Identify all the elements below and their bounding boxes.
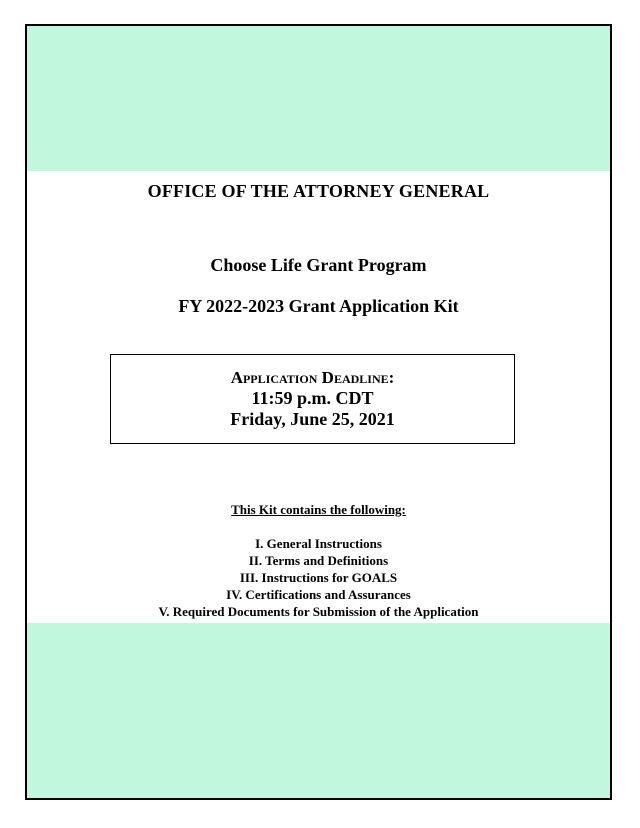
- deadline-date: Friday, June 25, 2021: [230, 409, 395, 429]
- deadline-time: 11:59 p.m. CDT: [251, 388, 374, 408]
- contents-heading: This Kit contains the following:: [231, 502, 406, 517]
- top-color-band: [27, 26, 610, 171]
- contents-item-required-documents: V. Required Documents for Submission of the Application: [158, 604, 479, 619]
- deadline-box: [110, 354, 515, 444]
- contents-item-terms-definitions: II. Terms and Definitions: [248, 553, 389, 568]
- office-title: OFFICE OF THE ATTORNEY GENERAL: [147, 181, 490, 201]
- kit-title: FY 2022-2023 Grant Application Kit: [178, 296, 459, 316]
- contents-item-general-instructions: I. General Instructions: [255, 536, 382, 551]
- contents-item-certifications: IV. Certifications and Assurances: [226, 587, 411, 602]
- cover-page: [25, 24, 612, 800]
- program-name: Choose Life Grant Program: [210, 255, 427, 275]
- contents-item-goals-instructions: III. Instructions for GOALS: [239, 570, 398, 585]
- bottom-color-band: [27, 623, 610, 800]
- contents-list: [27, 535, 610, 620]
- deadline-label: Application Deadline:: [230, 368, 395, 387]
